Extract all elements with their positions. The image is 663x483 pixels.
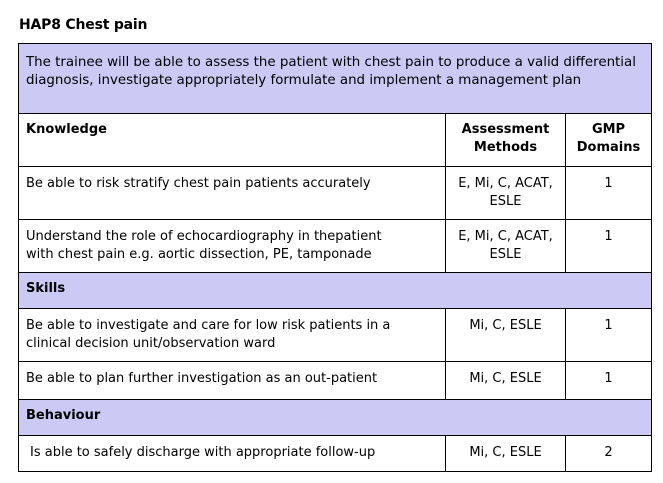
assessment-header-line1: Assessment — [461, 122, 550, 137]
table-row — [19, 362, 652, 400]
competency-description: Be able to plan further investigation as an out-patient — [19, 362, 446, 400]
document-title: HAP8 Chest pain — [19, 17, 148, 33]
intro-text: The trainee will be able to assess the patient with chest pain to produce a valid differential diagnosis, investigate appropriately formulate and implement a management plan — [26, 55, 636, 88]
assessment-methods-header — [446, 114, 566, 167]
gmp-domain-cell: 1 — [566, 309, 652, 362]
assessment-methods-cell: E, Mi, C, ACAT, ESLE — [446, 167, 566, 220]
assessment-methods-cell: Mi, C, ESLE — [446, 309, 566, 362]
behaviour-section-row — [19, 400, 652, 436]
gmp-domain-cell: 1 — [566, 220, 652, 273]
table-row — [19, 436, 652, 472]
skills-section-header: Skills — [19, 273, 652, 309]
intro-cell — [19, 44, 652, 114]
gmp-header-line2: Domains — [576, 140, 641, 155]
skills-section-row — [19, 273, 652, 309]
gmp-domain-cell: 1 — [566, 167, 652, 220]
assessment-methods-cell: Mi, C, ESLE — [446, 436, 566, 472]
gmp-domain-cell: 2 — [566, 436, 652, 472]
knowledge-header — [19, 114, 446, 167]
gmp-domain-cell: 1 — [566, 362, 652, 400]
competency-table — [18, 43, 652, 472]
knowledge-header-label: Knowledge — [26, 122, 107, 137]
competency-description: Be able to investigate and care for low risk patients in a clinical decision unit/observation ward — [19, 309, 446, 362]
table-row — [19, 309, 652, 362]
assessment-header-line2: Methods — [473, 140, 538, 155]
competency-description: Understand the role of echocardiography in thepatient with chest pain e.g. aortic dissection, PE, tamponade — [19, 220, 446, 273]
gmp-header-line1: GMP — [591, 122, 626, 137]
assessment-methods-cell: Mi, C, ESLE — [446, 362, 566, 400]
assessment-methods-cell: E, Mi, C, ACAT, ESLE — [446, 220, 566, 273]
behaviour-section-header: Behaviour — [19, 400, 652, 436]
intro-row — [19, 44, 652, 114]
header-row — [19, 114, 652, 167]
competency-description: Is able to safely discharge with appropriate follow-up — [19, 436, 446, 472]
competency-description: Be able to risk stratify chest pain patients accurately — [19, 167, 446, 220]
table-row — [19, 167, 652, 220]
table-row — [19, 220, 652, 273]
gmp-domains-header — [566, 114, 652, 167]
